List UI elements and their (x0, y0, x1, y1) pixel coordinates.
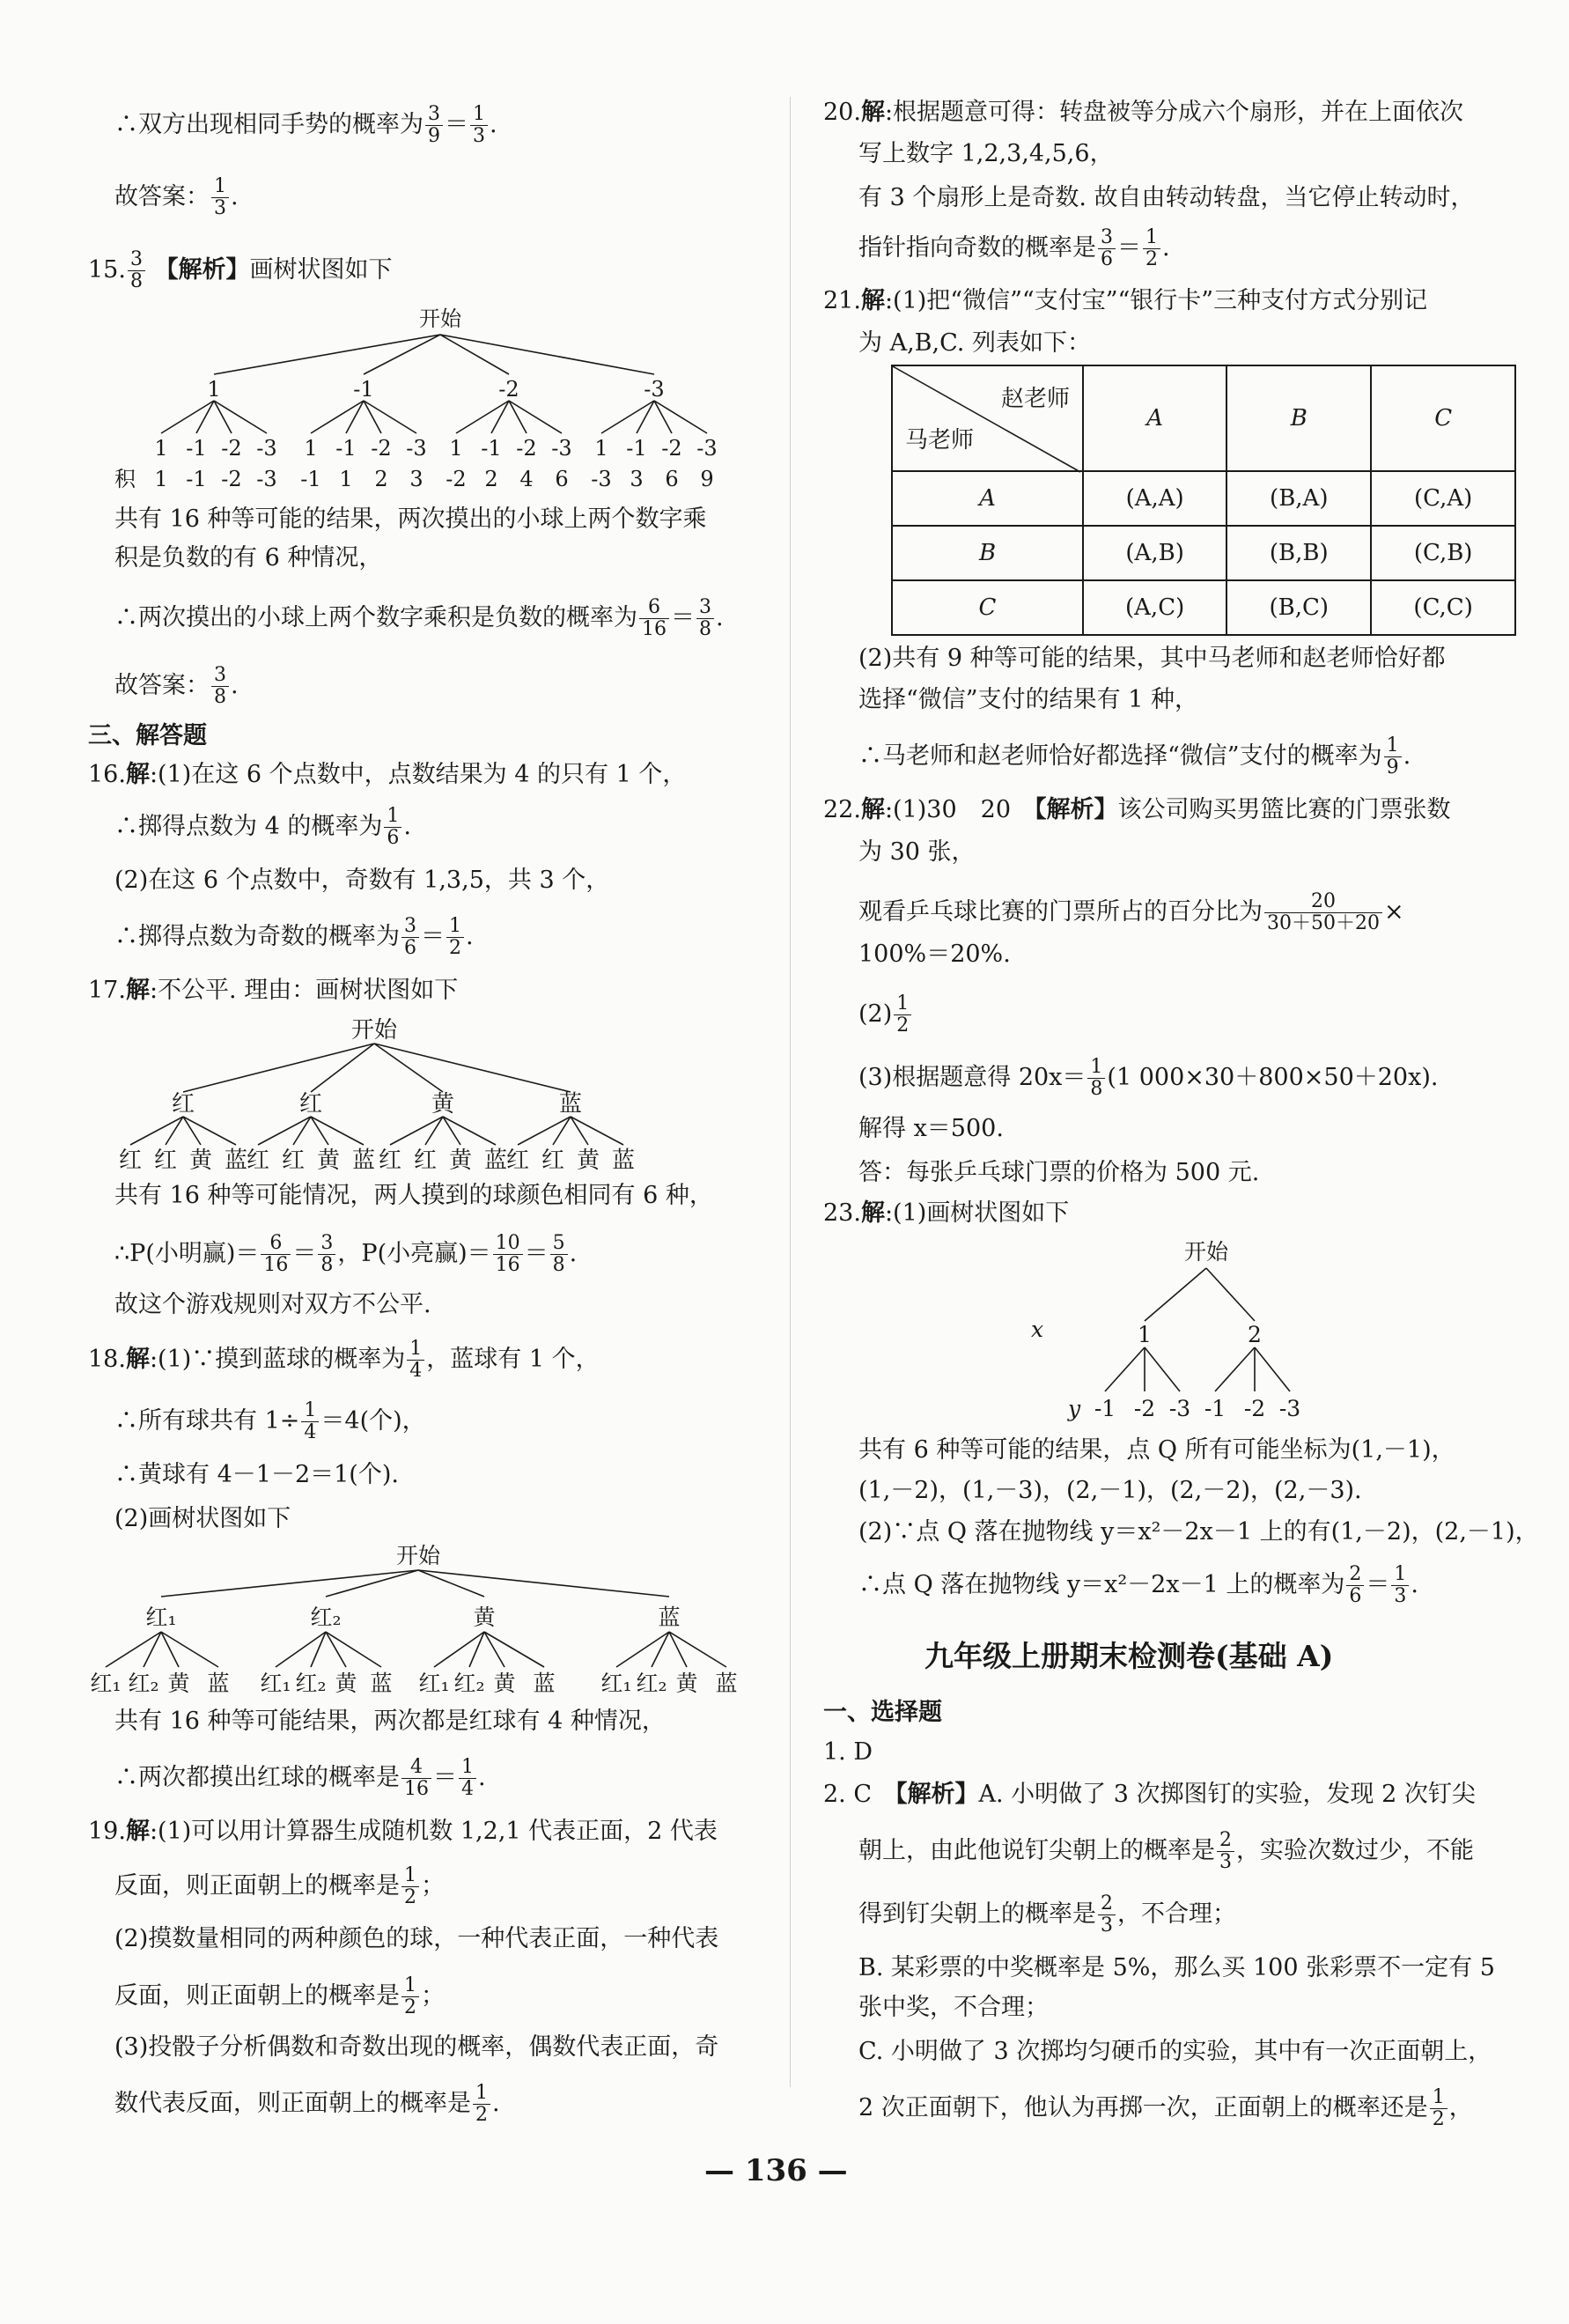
text-line: 解得 x＝500. (858, 1115, 1004, 1142)
table-row (892, 580, 1515, 635)
tree-leaf: -2 (516, 436, 537, 461)
product-label: 积 (114, 467, 136, 491)
text-line: 为 A,B,C. 列表如下： (858, 329, 1091, 357)
tree-leaf: 蓝 (370, 1671, 393, 1696)
tree-leaf: 红₁ (418, 1671, 450, 1696)
text-line: 张中奖，不合理； (858, 1994, 1049, 2021)
section-heading: 一、选择题 (823, 1699, 942, 1726)
tree-node: -3 (644, 377, 665, 402)
text-line: 写上数字 1,2,3,4,5,6， (858, 140, 1114, 167)
tree-leaf: 1 (304, 436, 318, 461)
product: -2 (221, 467, 242, 491)
question-20: 20.解:根据题意可得：转盘被等分成六个扇形，并在上面依次 (823, 99, 1464, 126)
fraction: $\frac{1}{2}$ (1430, 2087, 1447, 2130)
line: 反面，则正面朝上的概率是 $\frac{1}{2}$ ； (114, 1974, 445, 2018)
line: 观看乒乓球比赛的门票所占的百分比为 $\frac{20}{30+50+20}$ × (858, 890, 1404, 934)
product: 3 (409, 467, 424, 491)
tree-leaf: 黄 (675, 1671, 698, 1696)
tree-leaf: -1 (186, 436, 207, 461)
text-line: 共有 16 种等可能情况，两人摸到的球颜色相同有 6 种， (114, 1182, 713, 1209)
question-18: 18.解:(1)∵摸到蓝球的概率为 $\frac{1}{4}$ ，蓝球有 1 个， (88, 1338, 600, 1382)
line: ∴掷得点数为 4 的概率为 $\frac{1}{6}$ . (114, 805, 411, 849)
product: 3 (630, 467, 644, 491)
fraction: $\frac{3}{8}$ (128, 249, 145, 292)
line: (3)根据题意得 20x＝ $\frac{1}{8}$ (1 000×30＋800×50＋20x). (858, 1056, 1439, 1100)
tree-leaf: 1 (154, 436, 168, 461)
tree-diagram-18 (88, 1537, 757, 1700)
question-22: 22.解:(1)30 20 【解析】该公司购买男篮比赛的门票张数 (823, 796, 1451, 823)
fraction: $\frac{1}{6}$ (384, 806, 401, 849)
line: ∴马老师和赵老师恰好都选择“微信”支付的概率为 $\frac{1}{9}$ . (858, 734, 1411, 778)
fraction: $\frac{2}{3}$ (1217, 1830, 1234, 1873)
tree-leaf: 红 (246, 1147, 270, 1174)
tree-leaf: -3 (1278, 1396, 1301, 1421)
tree-leaf: 1 (449, 436, 463, 461)
table-row (892, 471, 1515, 526)
tree-node: 红 (298, 1091, 323, 1118)
tree-leaf: 红 (153, 1147, 178, 1174)
line: (2) $\frac{1}{2}$ (858, 993, 913, 1037)
tree-leaf: 红₂ (295, 1671, 327, 1696)
text-line: ∴黄球有 4－1－2＝1(个). (114, 1461, 399, 1488)
table-cell: (B,C) (1226, 580, 1371, 635)
tree-leaf: -3 (1168, 1396, 1191, 1421)
fraction: $\frac{6}{16}$ (639, 597, 669, 640)
tree-leaf: 红₁ (600, 1671, 632, 1696)
text-line: 共有 16 种等可能的结果，两次摸出的小球上两个数字乘 (114, 505, 707, 533)
tree-node: 蓝 (658, 1605, 681, 1630)
fraction: $\frac{3}{6}$ (1098, 227, 1116, 270)
tree-root: 开始 (419, 306, 461, 331)
tree-leaf: 红 (541, 1147, 565, 1174)
text-line: 选择“微信”支付的结果有 1 种， (858, 686, 1198, 713)
fraction: $\frac{2}{6}$ (1346, 1564, 1364, 1607)
question-17: 17.解:不公平. 理由：画树状图如下 (88, 977, 459, 1004)
line: ∴所有球共有 1÷ $\frac{1}{4}$ ＝4(个)， (114, 1399, 426, 1443)
line-p-compare: ∴P(小明赢)＝ $\frac{6}{16}$ ＝ $\frac{3}{8}$ ，P(小亮赢)＝ $\frac{10}{16}$ ＝ $\frac{5}{8}$ . (114, 1232, 578, 1276)
tree-leaf: -1 (1094, 1396, 1116, 1421)
column-header: C (1371, 365, 1515, 471)
product: -3 (591, 467, 612, 491)
tree-node: -1 (353, 377, 374, 402)
tree-leaf: 黄 (493, 1671, 516, 1696)
answer-1: 1. D (823, 1738, 873, 1766)
table-cell: (B,B) (1226, 526, 1371, 580)
product: 2 (374, 467, 388, 491)
tree-leaf: 黄 (316, 1147, 341, 1174)
text-line: C. 小明做了 3 次掷均匀硬币的实验，其中有一次正面朝上， (858, 2038, 1492, 2065)
tree-leaf: 黄 (167, 1671, 190, 1696)
table-corner (892, 365, 1083, 471)
fraction: $\frac{6}{16}$ (261, 1233, 291, 1276)
table-cell: (C,C) (1371, 580, 1515, 635)
text-line: 有 3 个扇形上是奇数. 故自由转动转盘，当它停止转动时， (858, 184, 1475, 211)
product: -1 (186, 467, 207, 491)
product: 6 (555, 467, 569, 491)
text-line: (2)画树状图如下 (114, 1505, 291, 1532)
tree-leaf: -2 (1243, 1396, 1266, 1421)
text-line: B. 某彩票的中奖概率是 5%，那么买 100 张彩票不一定有 5 (858, 1954, 1495, 1981)
tree-leaf: 蓝 (224, 1147, 248, 1174)
page-number: — 136 — (704, 2153, 848, 2188)
tree-diagram-23 (1030, 1233, 1426, 1427)
fraction: $\frac{1}{8}$ (1087, 1057, 1105, 1100)
question-15-header: 15. $\frac{3}{8}$ 【解析】画树状图如下 (88, 248, 393, 292)
fraction: $\frac{1}{3}$ (211, 176, 229, 219)
row-header: C (892, 580, 1083, 635)
tree-leaf: 黄 (576, 1147, 600, 1174)
row-header: B (892, 526, 1083, 580)
section-heading: 三、解答题 (88, 722, 207, 749)
product: 6 (665, 467, 679, 491)
tree-diagram-17 (88, 1013, 757, 1174)
answer-2: 2. C 【解析】A. 小明做了 3 次掷图钉的实验，发现 2 次钉尖 (823, 1781, 1476, 1808)
tree-node: 黄 (473, 1605, 496, 1630)
text-line: 为 30 张， (858, 838, 976, 866)
product: -1 (300, 467, 321, 491)
tree-leaf: -2 (221, 436, 242, 461)
tree-leaf: -2 (661, 436, 682, 461)
fraction: $\frac{20}{30+50+20}$ (1264, 891, 1382, 934)
tree-leaf: 红₂ (128, 1671, 159, 1696)
tree-root: 开始 (1183, 1239, 1229, 1265)
table-cell: (A,B) (1083, 526, 1226, 580)
line: 指针指向奇数的概率是 $\frac{3}{6}$ ＝ $\frac{1}{2}$ . (858, 226, 1170, 270)
fraction: $\frac{3}{9}$ (425, 104, 443, 147)
table-row (892, 526, 1515, 580)
tree-node: 红₁ (145, 1605, 177, 1630)
question-16: 16.解:(1)在这 6 个点数中，点数结果为 4 的只有 1 个， (88, 761, 687, 788)
line-answer-15: 故答案： $\frac{3}{8}$ . (114, 664, 239, 708)
product: -3 (256, 467, 277, 491)
fraction: $\frac{1}{4}$ (301, 1400, 319, 1443)
tree-leaf: -2 (1133, 1396, 1156, 1421)
fraction: $\frac{4}{16}$ (401, 1757, 431, 1800)
question-23: 23.解:(1)画树状图如下 (823, 1199, 1070, 1227)
tree-diagram-15 (88, 299, 757, 502)
tree-leaf: 蓝 (611, 1147, 636, 1174)
tree-leaf: -1 (626, 436, 647, 461)
text-line: 积是负数的有 6 种情况， (114, 544, 383, 572)
fraction: $\frac{1}{4}$ (407, 1339, 424, 1382)
fraction: $\frac{1}{3}$ (470, 104, 488, 147)
product: 4 (519, 467, 534, 491)
tree-root: 开始 (350, 1017, 398, 1044)
tree-leaf: 红₂ (636, 1671, 667, 1696)
tree-leaf: -3 (406, 436, 427, 461)
line-answer-14: 故答案： $\frac{1}{3}$ . (114, 175, 239, 219)
line-prob-negative: ∴两次摸出的小球上两个数字乘积是负数的概率为 $\frac{6}{16}$ ＝ $\frac{3}{8}$ . (114, 596, 724, 640)
tree-leaf: 黄 (335, 1671, 357, 1696)
tree-leaf: 红₁ (260, 1671, 291, 1696)
tree-root: 开始 (395, 1543, 441, 1568)
tree-leaf: -3 (256, 436, 277, 461)
axis-label-x: x (1030, 1317, 1044, 1342)
text-line: (1,－2)，(1,－3)，(2,－1)，(2,－2)，(2,－3). (858, 1477, 1362, 1504)
tree-node: 红 (171, 1091, 195, 1118)
line: 数代表反面，则正面朝上的概率是 $\frac{1}{2}$ . (114, 2082, 500, 2126)
fraction: $\frac{1}{2}$ (401, 1975, 419, 2018)
text-line: (2)摸数量相同的两种颜色的球，一种代表正面，一种代表 (114, 1925, 719, 1952)
line: 朝上，由此他说钉尖朝上的概率是 $\frac{2}{3}$ ，实验次数过少，不能 (858, 1829, 1474, 1873)
tree-leaf: 红₁ (90, 1671, 122, 1696)
table-cell: (B,A) (1226, 471, 1371, 526)
fraction: $\frac{2}{3}$ (1098, 1893, 1116, 1937)
tree-node: 2 (1248, 1322, 1262, 1347)
fraction: $\frac{1}{4}$ (459, 1757, 476, 1800)
tree-leaf: 黄 (448, 1147, 473, 1174)
question-21: 21.解:(1)把“微信”“支付宝”“银行卡”三种支付方式分别记 (823, 287, 1428, 314)
tree-leaf: 红 (413, 1147, 438, 1174)
row-header: A (892, 471, 1083, 526)
tree-leaf: -3 (551, 436, 572, 461)
fraction: $\frac{5}{8}$ (550, 1233, 568, 1276)
line: ∴掷得点数为奇数的概率为 $\frac{3}{6}$ ＝ $\frac{1}{2}$ . (114, 915, 474, 959)
tree-leaf: 蓝 (351, 1147, 376, 1174)
text-line: 100%＝20%. (858, 941, 1011, 968)
line-prob-same-gesture: ∴双方出现相同手势的概率为 $\frac{3}{9}$ ＝ $\frac{1}{3}$ . (114, 103, 497, 147)
product: 1 (154, 467, 168, 491)
line: 得到钉尖朝上的概率是 $\frac{2}{3}$ ，不合理； (858, 1892, 1236, 1937)
corner-bottom-label: 马老师 (905, 427, 975, 454)
tree-node: -2 (498, 377, 519, 402)
product: 2 (484, 467, 498, 491)
tree-leaf: -2 (371, 436, 392, 461)
text-line: (2)在这 6 个点数中，奇数有 1,3,5，共 3 个， (114, 867, 610, 894)
tree-leaf: -1 (335, 436, 357, 461)
tree-leaf: 蓝 (483, 1147, 508, 1174)
fraction: $\frac{1}{2}$ (473, 2083, 490, 2126)
tree-node: 红₂ (310, 1605, 342, 1630)
axis-label-y: y (1067, 1396, 1081, 1421)
outcome-table (891, 365, 1516, 636)
tree-leaf: -1 (1204, 1396, 1226, 1421)
text-line: 共有 6 种等可能的结果，点 Q 所有可能坐标为(1,－1)， (858, 1436, 1455, 1464)
text-line: (3)投骰子分析偶数和奇数出现的概率，偶数代表正面，奇 (114, 2033, 719, 2061)
tree-leaf: 蓝 (715, 1671, 738, 1696)
tree-node: 黄 (431, 1091, 455, 1118)
line: ∴两次都摸出红球的概率是 $\frac{4}{16}$ ＝ $\frac{1}{4}$ . (114, 1756, 486, 1800)
question-19: 19.解:(1)可以用计算器生成随机数 1,2,1 代表正面，2 代表 (88, 1818, 718, 1845)
column-divider (790, 97, 791, 2087)
product: -2 (446, 467, 467, 491)
text-line: (2)∵点 Q 落在抛物线 y＝x²－2x－1 上的有(1,－2)，(2,－1)， (858, 1518, 1539, 1546)
tree-leaf: 1 (594, 436, 608, 461)
tree-lines (161, 335, 707, 433)
tree-leaf: -1 (481, 436, 502, 461)
corner-top-label: 赵老师 (1000, 386, 1070, 412)
column-header: B (1226, 365, 1371, 471)
fraction: $\frac{1}{2}$ (1143, 227, 1160, 270)
text-line: (2)共有 9 种等可能的结果，其中马老师和赵老师恰好都 (858, 645, 1446, 672)
table-cell: (A,A) (1083, 471, 1226, 526)
table-cell: (A,C) (1083, 580, 1226, 635)
tree-leaf: 蓝 (533, 1671, 556, 1696)
line: 反面，则正面朝上的概率是 $\frac{1}{2}$ ； (114, 1864, 445, 1908)
fraction: $\frac{3}{8}$ (318, 1233, 335, 1276)
fraction: $\frac{1}{2}$ (894, 993, 911, 1037)
fraction: $\frac{3}{8}$ (211, 665, 229, 708)
fraction: $\frac{1}{9}$ (1384, 735, 1402, 778)
tree-leaf: 红 (118, 1147, 143, 1174)
tree-leaf: 蓝 (207, 1671, 230, 1696)
line: ∴点 Q 落在抛物线 y＝x²－2x－1 上的概率为 $\frac{2}{6}$ ＝ $\frac{1}{3}$ . (858, 1563, 1418, 1607)
fraction: $\frac{1}{3}$ (1391, 1564, 1409, 1607)
table-cell: (C,A) (1371, 471, 1515, 526)
text-line: 共有 16 种等可能结果，两次都是红球有 4 种情况， (114, 1708, 666, 1735)
tree-leaf: 红 (505, 1147, 530, 1174)
tree-node: 1 (1138, 1322, 1152, 1347)
section-title: 九年级上册期末检测卷(基础 A) (924, 1639, 1334, 1673)
tree-leaf: -3 (696, 436, 718, 461)
tree-leaf: 红 (378, 1147, 402, 1174)
product: 1 (339, 467, 353, 491)
table-cell: (C,B) (1371, 526, 1515, 580)
tree-node: 1 (207, 377, 221, 402)
tree-leaf: 红₂ (453, 1671, 485, 1696)
fraction: $\frac{3}{8}$ (696, 597, 714, 640)
text-line: 故这个游戏规则对双方不公平. (114, 1291, 431, 1318)
text-line: 答：每张乒乓球门票的价格为 500 元. (858, 1159, 1260, 1186)
fraction: $\frac{1}{2}$ (401, 1865, 419, 1908)
line: 2 次正面朝下，他认为再掷一次，正面朝上的概率还是 $\frac{1}{2}$ ， (858, 2086, 1473, 2130)
column-header: A (1083, 365, 1226, 471)
fraction: $\frac{1}{2}$ (446, 916, 464, 959)
fraction: $\frac{3}{6}$ (401, 916, 419, 959)
product: 9 (700, 467, 714, 491)
tree-node: 蓝 (558, 1091, 583, 1118)
tree-leaf: 红 (281, 1147, 306, 1174)
fraction: $\frac{10}{16}$ (493, 1233, 523, 1276)
tree-leaf: 黄 (188, 1147, 213, 1174)
